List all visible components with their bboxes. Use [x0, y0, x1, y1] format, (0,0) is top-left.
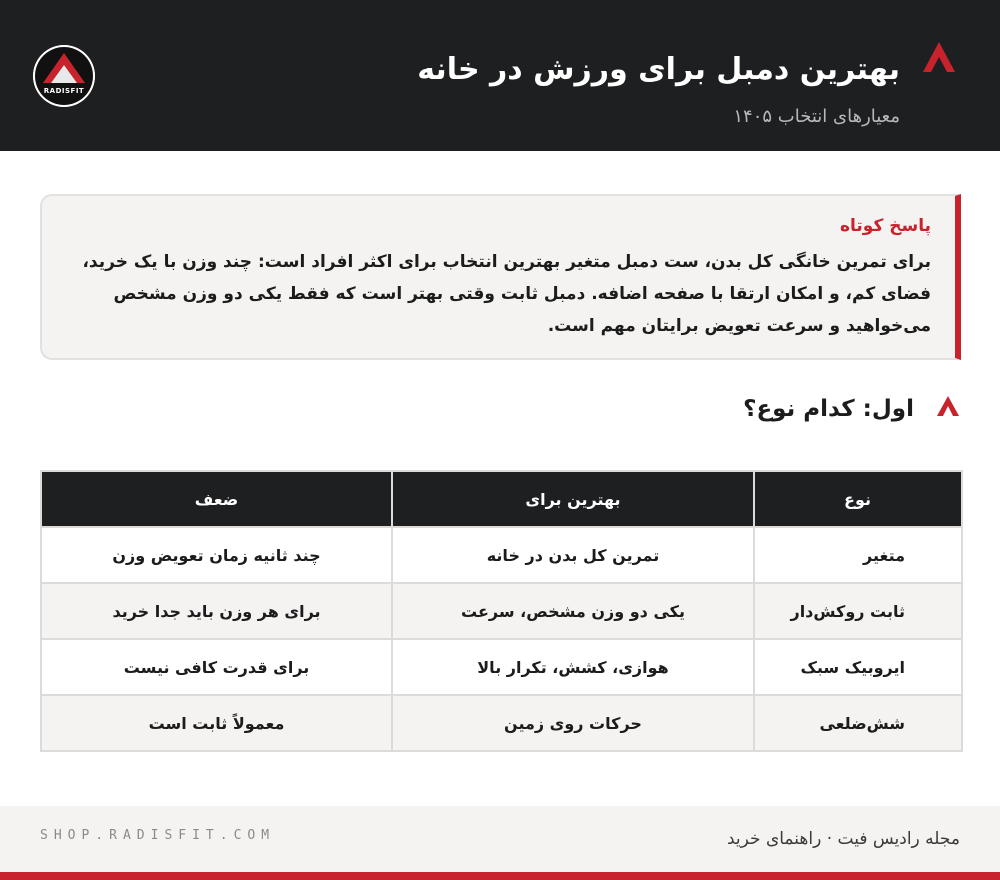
section-title: اول: کدام نوع؟ — [743, 396, 914, 422]
table-row — [41, 695, 962, 751]
cell-type: شش‌ضلعی — [754, 695, 962, 751]
cell-weakness: چند ثانیه زمان تعویض وزن — [41, 527, 392, 583]
cell-best-for: تمرین کل بدن در خانه — [392, 527, 754, 583]
callout-label: پاسخ کوتاه — [839, 216, 931, 236]
page-subtitle: معیارهای انتخاب ۱۴۰۵ — [733, 106, 900, 127]
cell-type: ایروبیک سبک — [754, 639, 962, 695]
footer-caption: مجله رادیس فیت · راهنمای خرید — [727, 829, 960, 849]
page-header — [0, 0, 1000, 151]
header-cell-weakness: ضعف — [41, 471, 392, 527]
page-title: بهترین دمبل برای ورزش در خانه — [417, 52, 900, 87]
header-cell-type: نوع — [754, 471, 962, 527]
logo-emblem-icon — [33, 45, 95, 107]
cell-best-for: حرکات روی زمین — [392, 695, 754, 751]
chevron-up-icon — [936, 395, 960, 417]
footer-url-link[interactable]: SHOP.RADISFIT.COM — [40, 828, 276, 843]
cell-weakness: برای هر وزن باید جدا خرید — [41, 583, 392, 639]
radisfit-logo[interactable] — [33, 45, 95, 107]
brand-chevron-icon — [922, 40, 956, 74]
table-row — [41, 527, 962, 583]
table-header-row — [41, 471, 962, 527]
comparison-table — [40, 470, 963, 752]
logo-text: RADISFIT — [43, 87, 85, 95]
table-row — [41, 639, 962, 695]
footer-accent-bar — [0, 872, 1000, 880]
cell-weakness: برای قدرت کافی نیست — [41, 639, 392, 695]
cell-best-for: هوازی، کشش، تکرار بالا — [392, 639, 754, 695]
short-answer-callout — [40, 194, 961, 360]
header-cell-best-for: بهترین برای — [392, 471, 754, 527]
callout-text: برای تمرین خانگی کل بدن، ست دمبل متغیر بهترین انتخاب برای اکثر افراد است: چند وزن با یک خرید، فضای کم، و امکان ارتقا با صفحه اضافه. دمبل ثابت وقتی بهتر است که فقط یکی دو وزن مشخص می‌خواهید و سرعت تعویض برایتان مهم است. — [82, 252, 931, 336]
cell-best-for: یکی دو وزن مشخص، سرعت — [392, 583, 754, 639]
cell-type: متغیر — [754, 527, 962, 583]
table-row — [41, 583, 962, 639]
cell-weakness: معمولاً ثابت است — [41, 695, 392, 751]
cell-type: ثابت روکش‌دار — [754, 583, 962, 639]
